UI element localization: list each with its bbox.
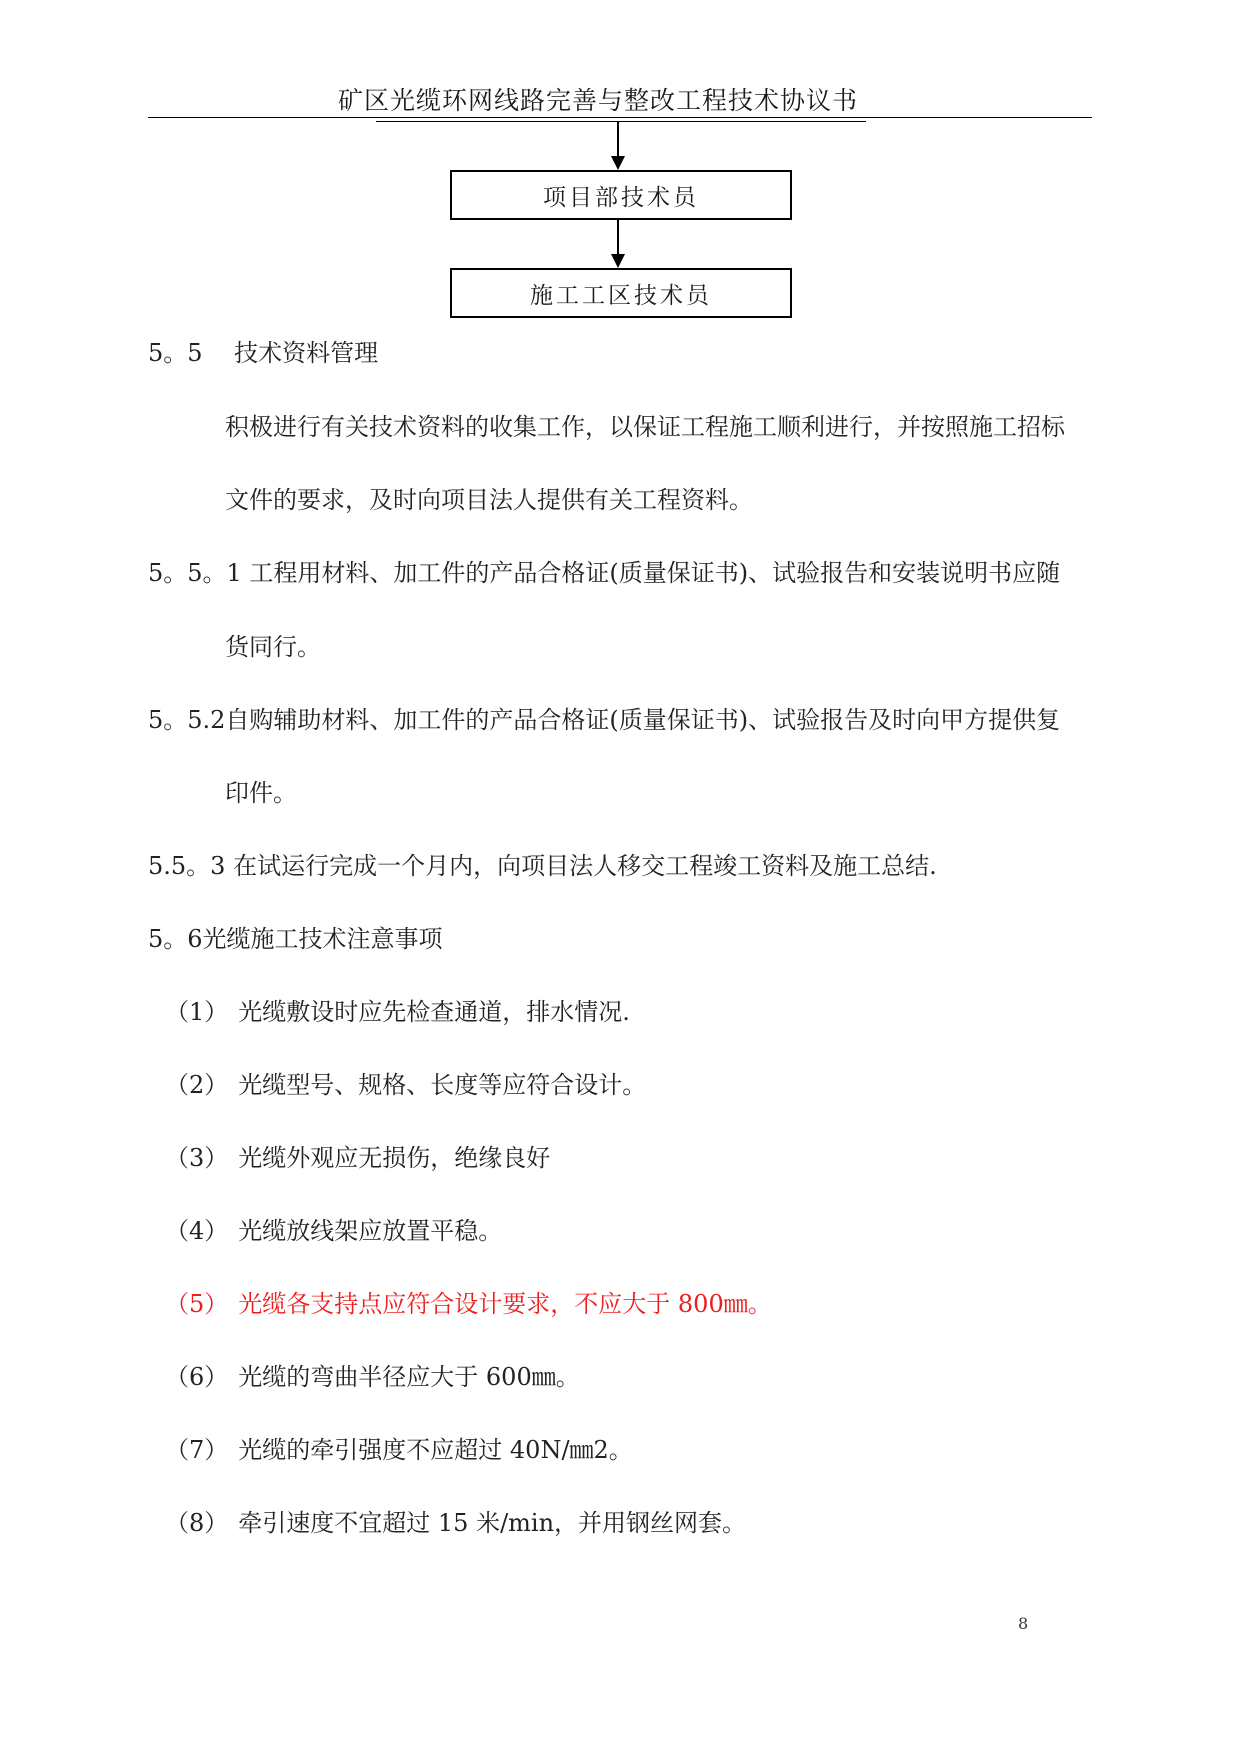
flow-box-project-tech: [450, 170, 792, 220]
arrow-line-1: [617, 121, 619, 159]
list-item: [165, 1508, 746, 1538]
arrow-down-icon: [611, 254, 625, 268]
document-header-title: 矿区光缆环网线路完善与整改工程技术协议书: [338, 86, 859, 115]
list-item-number: （4）: [165, 1217, 229, 1245]
section-5-6-heading: 5。6光缆施工技术注意事项: [148, 925, 443, 953]
list-item-number: （6）: [165, 1363, 229, 1391]
list-item: [165, 1435, 633, 1465]
section-5-5-1: 5。5。1 工程用材料、加工件的产品合格证(质量保证书)、试验报告和安装说明书应随: [148, 559, 1061, 587]
page-number: 8: [1018, 1614, 1029, 1633]
flow-box-label: 施工工区技术员: [530, 282, 712, 309]
list-item-text: 光缆敷设时应先检查通道，排水情况.: [238, 998, 630, 1026]
list-item-number: （3）: [165, 1144, 229, 1172]
list-item-number: （8）: [165, 1509, 229, 1537]
list-item-text: 光缆外观应无损伤，绝缘良好: [238, 1144, 551, 1172]
flow-box-site-tech: [450, 268, 792, 318]
paragraph-line: 印件。: [225, 779, 297, 807]
list-item-text: 光缆型号、规格、长度等应符合设计。: [238, 1071, 647, 1099]
list-item: [165, 1143, 550, 1173]
list-item: [165, 997, 630, 1027]
paragraph-line: 文件的要求，及时向项目法人提供有关工程资料。: [225, 486, 753, 514]
flow-box-label: 项目部技术员: [543, 184, 699, 211]
list-item-text: 光缆的弯曲半径应大于 600㎜。: [238, 1363, 580, 1391]
list-item-text: 牵引速度不宜超过 15 米/min，并用钢丝网套。: [238, 1509, 747, 1537]
list-item-text: 光缆各支持点应符合设计要求，不应大于 800㎜。: [238, 1290, 772, 1318]
arrow-line-2: [617, 220, 619, 258]
paragraph-line: 货同行。: [225, 633, 321, 661]
section-5-5-2: 5。5.2自购辅助材料、加工件的产品合格证(质量保证书)、试验报告及时向甲方提供复: [148, 706, 1061, 734]
list-item-number: （1）: [165, 998, 229, 1026]
header-underline: [376, 121, 866, 122]
list-item-number: （5）: [165, 1290, 229, 1318]
list-item-number: （7）: [165, 1436, 229, 1464]
list-item-number: （2）: [165, 1071, 229, 1099]
paragraph-line: 积极进行有关技术资料的收集工作，以保证工程施工顺利进行，并按照施工招标: [225, 413, 1065, 441]
list-item-text: 光缆放线架应放置平稳。: [238, 1217, 503, 1245]
list-item: [165, 1362, 580, 1392]
list-item: [165, 1070, 646, 1100]
header-rule: [148, 117, 1092, 118]
section-5-5-3: 5.5。3 在试运行完成一个月内，向项目法人移交工程竣工资料及施工总结.: [148, 852, 937, 880]
arrow-down-icon: [611, 156, 625, 170]
list-item: [165, 1216, 502, 1246]
list-item-highlighted: [165, 1289, 772, 1319]
list-item-text: 光缆的牵引强度不应超过 40N/㎜2。: [238, 1436, 633, 1464]
section-5-5-heading: 5。5 技术资料管理: [148, 339, 379, 367]
